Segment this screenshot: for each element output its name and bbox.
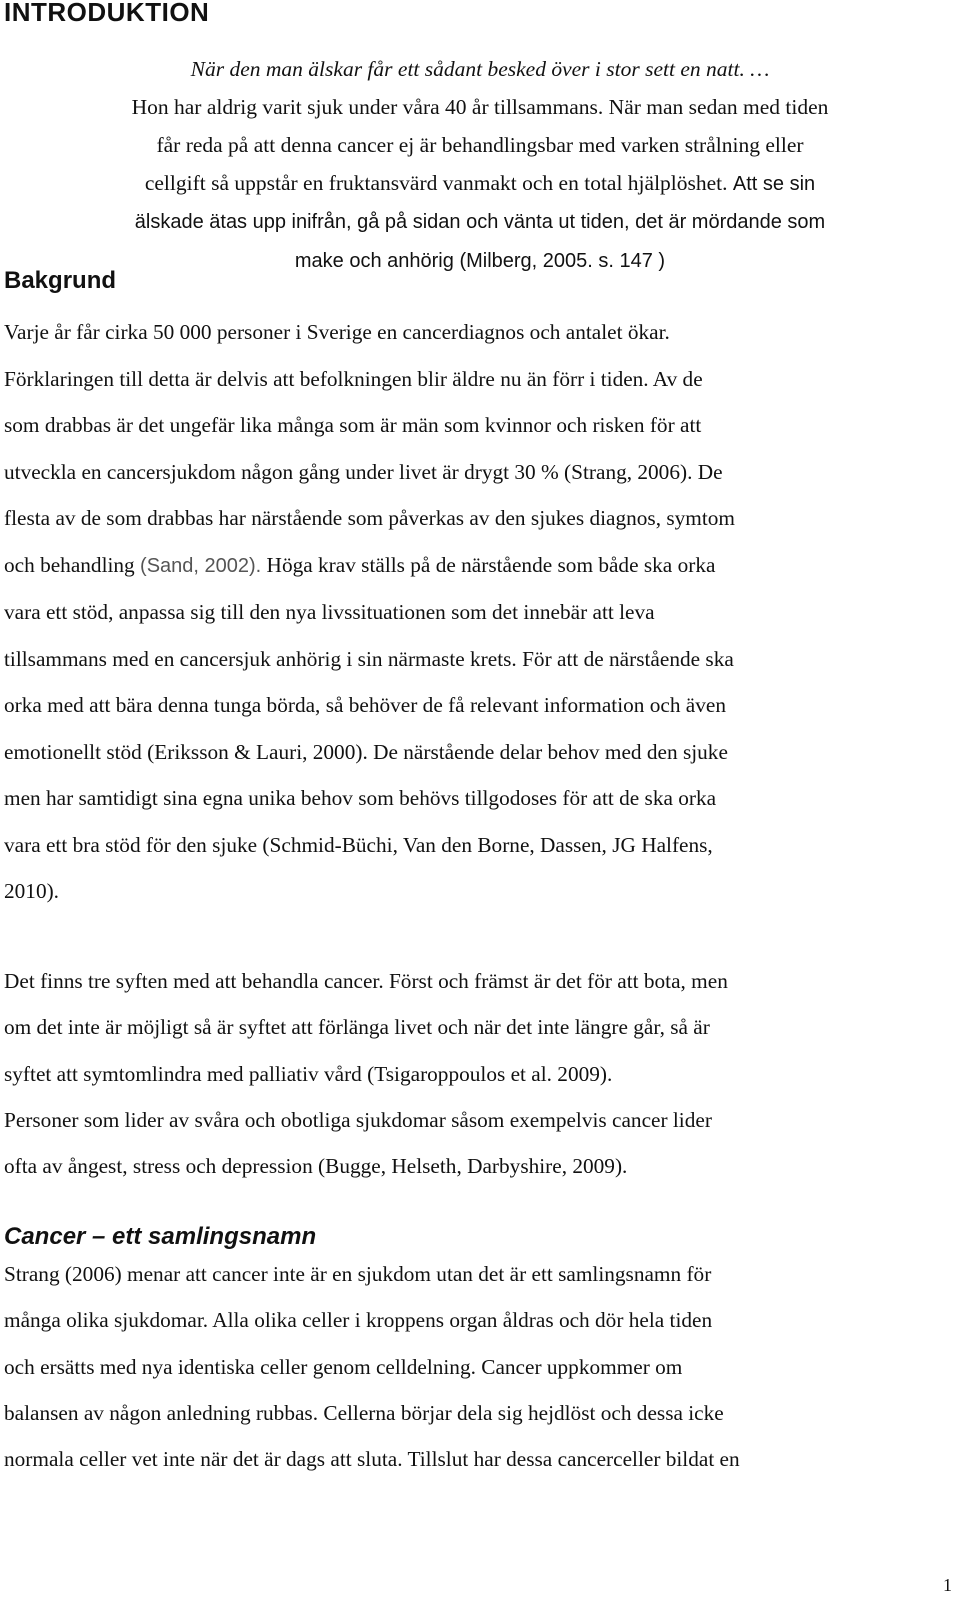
quote-lead-line: När den man älskar får ett sådant besked över i stor sett en natt. … — [190, 57, 770, 81]
paragraph-line: Förklaringen till detta är delvis att befolkningen blir äldre nu än förr i tiden. Av de — [4, 366, 703, 391]
paragraph-line-text: och behandling — [4, 552, 141, 577]
quote-line-text: make och anhörig — [294, 250, 460, 272]
paragraph-line: många olika sjukdomar. Alla olika celler i kroppens organ åldras och dör hela tiden — [4, 1308, 713, 1333]
paragraph-line: vara ett bra stöd för den sjuke (Schmid-Büchi, Van den Borne, Dassen, JG Halfens, — [4, 832, 713, 857]
paragraph-line: tillsammans med en cancersjuk anhörig i sin närmaste krets. För att de närstående ska — [4, 646, 734, 671]
paragraph-line: orka med att bära denna tunga börda, så behöver de få relevant information och även — [4, 693, 727, 717]
paragraph-line: ofta av ångest, stress och depression (Bugge, Helseth, Darbyshire, 2009). — [4, 1154, 628, 1179]
heading-bakgrund: Bakgrund — [4, 267, 117, 294]
quote-citation: (Milberg, 2005. s. 147 ) — [459, 250, 666, 272]
paragraph-line: syftet att symtomlindra med palliativ vård (Tsigaroppoulos et al. 2009). — [4, 1061, 613, 1086]
paragraph-line: emotionellt stöd (Eriksson & Lauri, 2000). De närstående delar behov med den sjuke — [4, 739, 728, 764]
paragraph-line: Strang (2006) menar att cancer inte är en sjukdom utan det är ett samlingsnamn för — [4, 1262, 712, 1286]
quote-line: får reda på att denna cancer ej är behandlingsbar med varken strålning eller — [156, 133, 804, 157]
paragraph-line: Varje år får cirka 50 000 personer i Sverige en cancerdiagnos och antalet ökar. — [4, 320, 670, 344]
paragraph-line: utveckla en cancersjukdom någon gång under livet är drygt 30 % (Strang, 2006). De — [4, 459, 723, 484]
quote-line-text: Att se sin — [732, 173, 816, 195]
quote-line: Hon har aldrig varit sjuk under våra 40 år tillsammans. När man sedan med tiden — [131, 95, 829, 119]
heading-introduktion: INTRODUKTION — [4, 0, 210, 27]
heading-cancer-samlingsnamn: Cancer – ett samlingsnamn — [4, 1223, 317, 1250]
citation-sand: (Sand, 2002). — [140, 554, 262, 577]
paragraph-line-text: Höga krav ställs på de närstående som både ska orka — [261, 552, 716, 577]
paragraph-line: 2010). — [4, 879, 60, 903]
quote-line — [40, 241, 920, 280]
quote-line — [40, 164, 920, 203]
paragraph-line: normala celler vet inte när det är dags att sluta. Tillslut har dessa cancerceller bildat en — [4, 1447, 740, 1472]
paragraph-line — [4, 542, 944, 590]
paragraph-line: och ersätts med nya identiska celler genom celldelning. Cancer uppkommer om — [4, 1354, 683, 1379]
patient-quote — [40, 50, 920, 280]
paragraph-line: balansen av någon anledning rubbas. Cellerna börjar dela sig hejdlöst och dessa icke — [4, 1400, 724, 1425]
paragraph-line: Det finns tre syften med att behandla cancer. Först och främst är det för att bota, men — [4, 969, 728, 993]
page-number: 1 — [943, 1575, 952, 1595]
paragraph-line: vara ett stöd, anpassa sig till den nya livssituationen som det innebär att leva — [4, 600, 655, 624]
quote-line-text: cellgift så uppstår en fruktansvärd vanmakt och en total hjälplöshet. — [144, 171, 728, 195]
paragraph-background — [4, 309, 944, 915]
paragraph-line: som drabbas är det ungefär lika många som är män som kvinnor och risken för att — [4, 413, 702, 437]
paragraph-line: men har samtidigt sina egna unika behov som behövs tillgodoses för att de ska orka — [4, 786, 717, 810]
paragraph-line: Personer som lider av svåra och obotliga sjukdomar såsom exempelvis cancer lider — [4, 1107, 712, 1132]
paragraph-line: om det inte är möjligt så är syftet att förlänga livet och när det inte längre går, så är — [4, 1015, 710, 1040]
quote-line: älskade ätas upp inifrån, gå på sidan och vänta ut tiden, det är mördande som — [134, 211, 826, 233]
paragraph-treatment — [4, 958, 944, 1189]
paragraph-line: flesta av de som drabbas har närstående som påverkas av den sjukes diagnos, symtom — [4, 506, 735, 530]
paragraph-cancer — [4, 1251, 944, 1482]
